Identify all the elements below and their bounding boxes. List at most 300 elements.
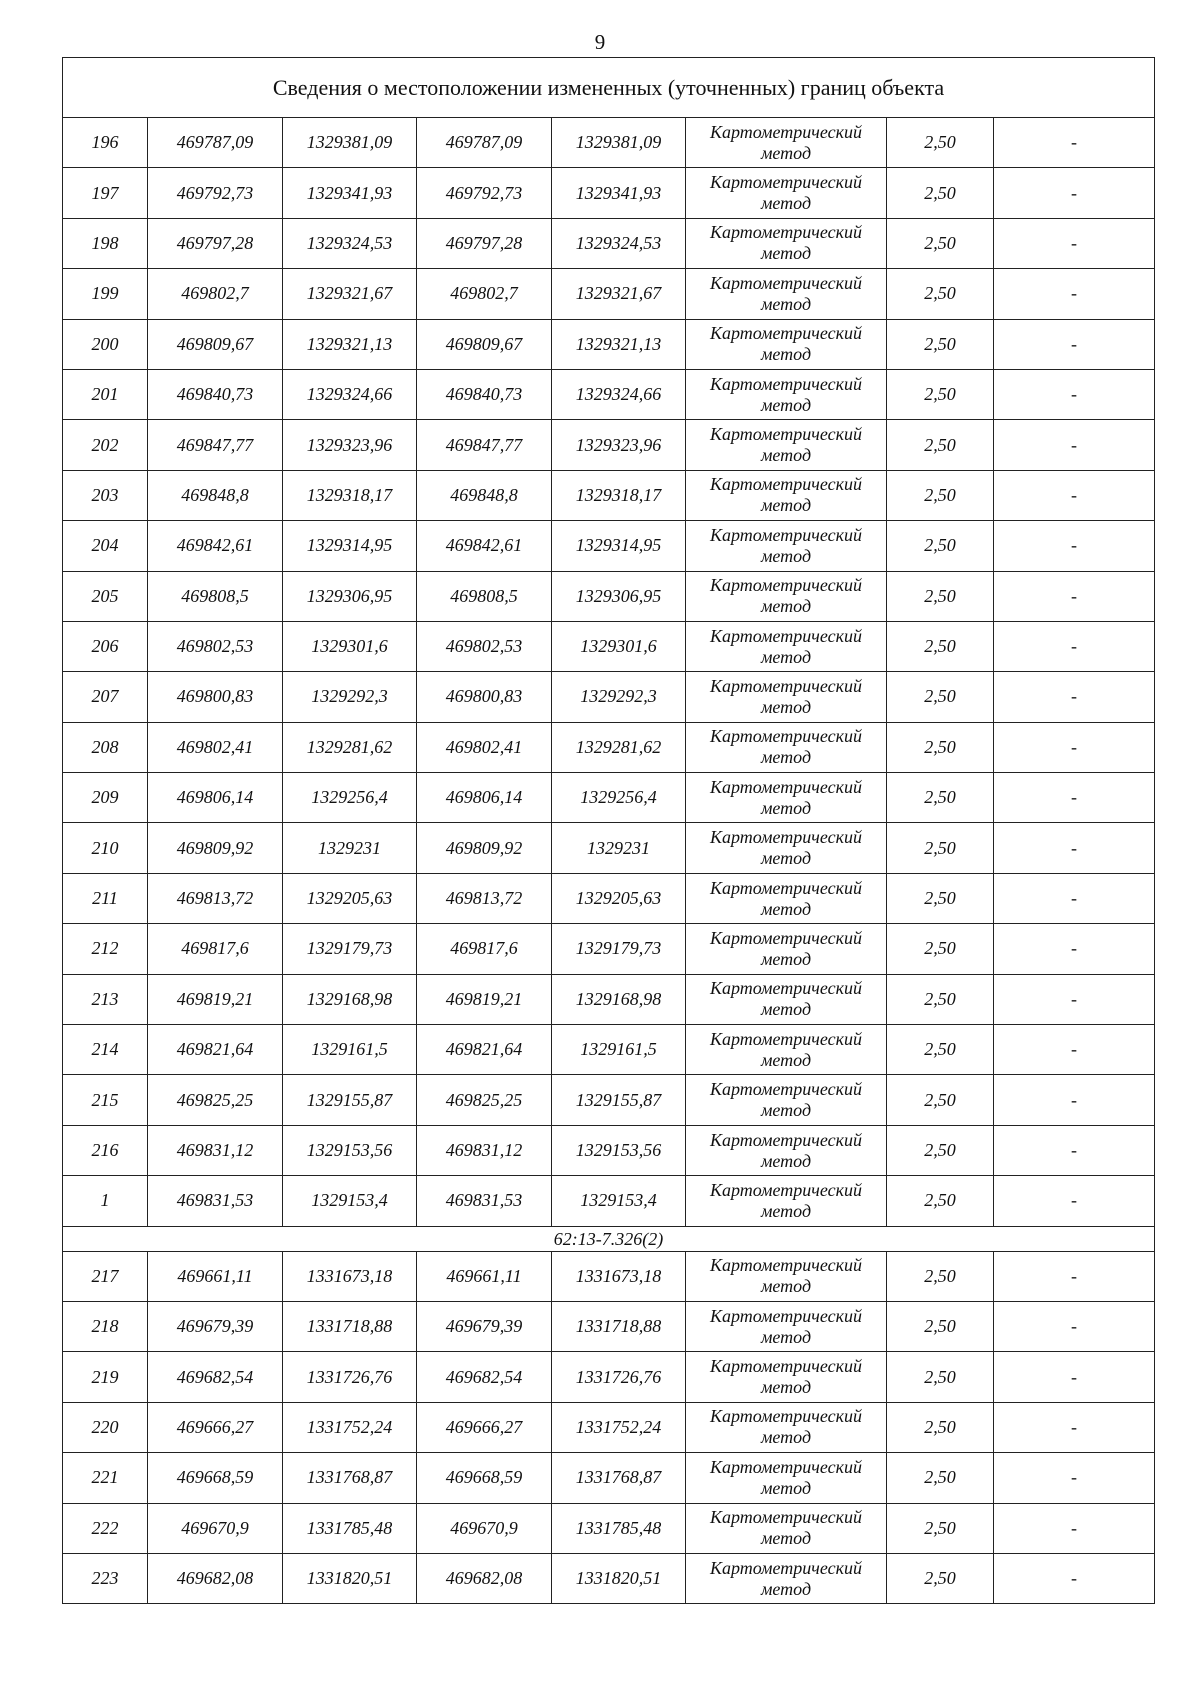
existing-y-cell: 1329168,98 — [283, 974, 417, 1024]
note-cell: - — [994, 1176, 1155, 1226]
method-line-2: метод — [760, 293, 812, 314]
method-line-2: метод — [760, 948, 812, 969]
method-line-1: Картометрический — [709, 1305, 862, 1326]
existing-y-cell: 1331726,76 — [283, 1352, 417, 1402]
existing-y-cell: 1331820,51 — [283, 1553, 417, 1603]
method-line-1: Картометрический — [709, 1356, 862, 1377]
method-line-2: метод — [760, 797, 812, 818]
point-number-cell: 211 — [63, 873, 148, 923]
new-x-cell: 469682,08 — [417, 1553, 552, 1603]
table-row — [63, 218, 1155, 268]
point-number-cell: 202 — [63, 420, 148, 470]
existing-y-cell: 1331718,88 — [283, 1301, 417, 1351]
method-cell — [686, 1503, 887, 1553]
method-line-2: метод — [760, 545, 812, 566]
page-number: 9 — [594, 30, 606, 54]
point-number-cell: 221 — [63, 1453, 148, 1503]
table-row — [63, 369, 1155, 419]
table-row — [63, 1352, 1155, 1402]
new-x-cell: 469848,8 — [417, 470, 552, 520]
existing-y-cell: 1329179,73 — [283, 924, 417, 974]
existing-y-cell: 1329318,17 — [283, 470, 417, 520]
point-number-cell: 220 — [63, 1402, 148, 1452]
existing-y-cell: 1329306,95 — [283, 571, 417, 621]
coordinates-table — [62, 57, 1155, 1604]
method-line-2: метод — [760, 1528, 812, 1549]
method-line-2: метод — [760, 1100, 812, 1121]
accuracy-cell: 2,50 — [887, 1075, 994, 1125]
table-row — [63, 470, 1155, 520]
existing-x-cell: 469666,27 — [148, 1402, 283, 1452]
note-cell: - — [994, 873, 1155, 923]
point-number-cell: 218 — [63, 1301, 148, 1351]
method-cell — [686, 873, 887, 923]
table-row — [63, 319, 1155, 369]
method-line-2: метод — [760, 1276, 812, 1297]
method-cell — [686, 823, 887, 873]
new-y-cell: 1331673,18 — [552, 1251, 686, 1301]
new-y-cell: 1329324,53 — [552, 218, 686, 268]
method-line-2: метод — [760, 1326, 812, 1347]
existing-x-cell: 469802,41 — [148, 722, 283, 772]
new-x-cell: 469666,27 — [417, 1402, 552, 1452]
new-y-cell: 1331726,76 — [552, 1352, 686, 1402]
point-number-cell: 223 — [63, 1553, 148, 1603]
accuracy-cell: 2,50 — [887, 1125, 994, 1175]
note-cell: - — [994, 621, 1155, 671]
accuracy-cell: 2,50 — [887, 1503, 994, 1553]
point-number-cell: 204 — [63, 521, 148, 571]
method-line-2: метод — [760, 848, 812, 869]
table-row — [63, 1176, 1155, 1226]
point-number-cell: 209 — [63, 773, 148, 823]
existing-x-cell: 469825,25 — [148, 1075, 283, 1125]
note-cell: - — [994, 773, 1155, 823]
accuracy-cell: 2,50 — [887, 823, 994, 873]
method-line-2: метод — [760, 495, 812, 516]
accuracy-cell: 2,50 — [887, 1025, 994, 1075]
existing-y-cell: 1329256,4 — [283, 773, 417, 823]
existing-y-cell: 1329341,93 — [283, 168, 417, 218]
table-body — [63, 58, 1155, 1604]
existing-y-cell: 1329381,09 — [283, 118, 417, 168]
existing-x-cell: 469670,9 — [148, 1503, 283, 1553]
table-row — [63, 974, 1155, 1024]
existing-x-cell: 469813,72 — [148, 873, 283, 923]
new-x-cell: 469831,12 — [417, 1125, 552, 1175]
method-line-1: Картометрический — [709, 1028, 862, 1049]
existing-x-cell: 469809,67 — [148, 319, 283, 369]
table-row — [63, 571, 1155, 621]
table-row — [63, 823, 1155, 873]
existing-y-cell: 1329321,13 — [283, 319, 417, 369]
new-x-cell: 469670,9 — [417, 1503, 552, 1553]
accuracy-cell: 2,50 — [887, 218, 994, 268]
table-row — [63, 420, 1155, 470]
note-cell: - — [994, 1125, 1155, 1175]
method-line-2: метод — [760, 1150, 812, 1171]
method-cell — [686, 722, 887, 772]
method-cell — [686, 369, 887, 419]
note-cell: - — [994, 168, 1155, 218]
method-line-1: Картометрический — [709, 323, 862, 344]
table-row — [63, 1125, 1155, 1175]
point-number-cell: 219 — [63, 1352, 148, 1402]
table-row — [63, 924, 1155, 974]
existing-y-cell: 1329153,56 — [283, 1125, 417, 1175]
method-line-1: Картометрический — [709, 1456, 862, 1477]
section-row — [63, 1226, 1155, 1251]
method-line-2: метод — [760, 596, 812, 617]
method-cell — [686, 974, 887, 1024]
new-y-cell: 1329323,96 — [552, 420, 686, 470]
note-cell: - — [994, 823, 1155, 873]
existing-x-cell: 469831,53 — [148, 1176, 283, 1226]
existing-y-cell: 1331752,24 — [283, 1402, 417, 1452]
new-x-cell: 469819,21 — [417, 974, 552, 1024]
new-x-cell: 469808,5 — [417, 571, 552, 621]
method-line-1: Картометрический — [709, 927, 862, 948]
new-y-cell: 1329179,73 — [552, 924, 686, 974]
note-cell: - — [994, 1025, 1155, 1075]
method-cell — [686, 521, 887, 571]
method-cell — [686, 1176, 887, 1226]
existing-x-cell: 469802,53 — [148, 621, 283, 671]
accuracy-cell: 2,50 — [887, 621, 994, 671]
note-cell: - — [994, 1251, 1155, 1301]
method-line-1: Картометрический — [709, 424, 862, 445]
new-x-cell: 469787,09 — [417, 118, 552, 168]
method-cell — [686, 420, 887, 470]
new-y-cell: 1329301,6 — [552, 621, 686, 671]
table-row — [63, 672, 1155, 722]
new-y-cell: 1331752,24 — [552, 1402, 686, 1452]
table-row — [63, 1402, 1155, 1452]
existing-x-cell: 469842,61 — [148, 521, 283, 571]
method-cell — [686, 1553, 887, 1603]
point-number-cell: 198 — [63, 218, 148, 268]
method-line-1: Картометрический — [709, 726, 862, 747]
new-y-cell: 1329256,4 — [552, 773, 686, 823]
method-line-1: Картометрический — [709, 272, 862, 293]
method-line-1: Картометрический — [709, 675, 862, 696]
note-cell: - — [994, 218, 1155, 268]
existing-y-cell: 1329314,95 — [283, 521, 417, 571]
accuracy-cell: 2,50 — [887, 319, 994, 369]
existing-x-cell: 469661,11 — [148, 1251, 283, 1301]
title-row — [63, 58, 1155, 118]
method-line-1: Картометрический — [709, 575, 862, 596]
existing-x-cell: 469809,92 — [148, 823, 283, 873]
accuracy-cell: 2,50 — [887, 118, 994, 168]
note-cell: - — [994, 672, 1155, 722]
accuracy-cell: 2,50 — [887, 1553, 994, 1603]
point-number-cell: 197 — [63, 168, 148, 218]
existing-x-cell: 469831,12 — [148, 1125, 283, 1175]
existing-x-cell: 469679,39 — [148, 1301, 283, 1351]
point-number-cell: 222 — [63, 1503, 148, 1553]
note-cell: - — [994, 1075, 1155, 1125]
existing-y-cell: 1329161,5 — [283, 1025, 417, 1075]
point-number-cell: 215 — [63, 1075, 148, 1125]
method-cell — [686, 470, 887, 520]
new-y-cell: 1331718,88 — [552, 1301, 686, 1351]
accuracy-cell: 2,50 — [887, 1352, 994, 1402]
method-line-1: Картометрический — [709, 625, 862, 646]
method-cell — [686, 1075, 887, 1125]
accuracy-cell: 2,50 — [887, 420, 994, 470]
new-y-cell: 1329318,17 — [552, 470, 686, 520]
new-x-cell: 469661,11 — [417, 1251, 552, 1301]
method-cell — [686, 1025, 887, 1075]
existing-y-cell: 1329231 — [283, 823, 417, 873]
method-line-1: Картометрический — [709, 524, 862, 545]
method-line-2: метод — [760, 142, 812, 163]
new-y-cell: 1329306,95 — [552, 571, 686, 621]
point-number-cell: 217 — [63, 1251, 148, 1301]
note-cell: - — [994, 1453, 1155, 1503]
point-number-cell: 208 — [63, 722, 148, 772]
new-y-cell: 1331768,87 — [552, 1453, 686, 1503]
table-row — [63, 1453, 1155, 1503]
new-y-cell: 1331820,51 — [552, 1553, 686, 1603]
existing-x-cell: 469787,09 — [148, 118, 283, 168]
new-x-cell: 469682,54 — [417, 1352, 552, 1402]
method-line-2: метод — [760, 1049, 812, 1070]
note-cell: - — [994, 1553, 1155, 1603]
new-y-cell: 1329205,63 — [552, 873, 686, 923]
method-cell — [686, 1301, 887, 1351]
accuracy-cell: 2,50 — [887, 924, 994, 974]
method-line-1: Картометрический — [709, 474, 862, 495]
accuracy-cell: 2,50 — [887, 722, 994, 772]
accuracy-cell: 2,50 — [887, 1176, 994, 1226]
note-cell: - — [994, 1352, 1155, 1402]
point-number-cell: 203 — [63, 470, 148, 520]
point-number-cell: 210 — [63, 823, 148, 873]
note-cell: - — [994, 118, 1155, 168]
new-x-cell: 469797,28 — [417, 218, 552, 268]
existing-y-cell: 1331673,18 — [283, 1251, 417, 1301]
method-line-1: Картометрический — [709, 978, 862, 999]
method-line-2: метод — [760, 646, 812, 667]
new-y-cell: 1329153,56 — [552, 1125, 686, 1175]
existing-y-cell: 1329323,96 — [283, 420, 417, 470]
point-number-cell: 196 — [63, 118, 148, 168]
existing-x-cell: 469819,21 — [148, 974, 283, 1024]
method-cell — [686, 1453, 887, 1503]
new-y-cell: 1329314,95 — [552, 521, 686, 571]
new-x-cell: 469831,53 — [417, 1176, 552, 1226]
new-x-cell: 469840,73 — [417, 369, 552, 419]
new-x-cell: 469800,83 — [417, 672, 552, 722]
point-number-cell: 206 — [63, 621, 148, 671]
accuracy-cell: 2,50 — [887, 168, 994, 218]
point-number-cell: 1 — [63, 1176, 148, 1226]
method-cell — [686, 621, 887, 671]
point-number-cell: 213 — [63, 974, 148, 1024]
table-row — [63, 1301, 1155, 1351]
method-line-1: Картометрический — [709, 373, 862, 394]
new-x-cell: 469792,73 — [417, 168, 552, 218]
existing-x-cell: 469792,73 — [148, 168, 283, 218]
new-x-cell: 469842,61 — [417, 521, 552, 571]
method-cell — [686, 672, 887, 722]
existing-y-cell: 1329292,3 — [283, 672, 417, 722]
note-cell: - — [994, 521, 1155, 571]
method-line-1: Картометрический — [709, 1557, 862, 1578]
existing-x-cell: 469840,73 — [148, 369, 283, 419]
new-x-cell: 469847,77 — [417, 420, 552, 470]
new-y-cell: 1329161,5 — [552, 1025, 686, 1075]
new-x-cell: 469813,72 — [417, 873, 552, 923]
method-line-2: метод — [760, 747, 812, 768]
method-line-1: Картометрический — [709, 1507, 862, 1528]
table-row — [63, 118, 1155, 168]
new-x-cell: 469802,53 — [417, 621, 552, 671]
method-line-2: метод — [760, 898, 812, 919]
method-line-2: метод — [760, 1477, 812, 1498]
existing-y-cell: 1329324,66 — [283, 369, 417, 419]
method-cell — [686, 218, 887, 268]
new-y-cell: 1329292,3 — [552, 672, 686, 722]
new-y-cell: 1329381,09 — [552, 118, 686, 168]
existing-y-cell: 1329155,87 — [283, 1075, 417, 1125]
accuracy-cell: 2,50 — [887, 873, 994, 923]
new-y-cell: 1329155,87 — [552, 1075, 686, 1125]
existing-x-cell: 469800,83 — [148, 672, 283, 722]
method-cell — [686, 319, 887, 369]
accuracy-cell: 2,50 — [887, 470, 994, 520]
note-cell: - — [994, 1503, 1155, 1553]
new-y-cell: 1329231 — [552, 823, 686, 873]
method-line-2: метод — [760, 243, 812, 264]
accuracy-cell: 2,50 — [887, 672, 994, 722]
method-line-2: метод — [760, 1427, 812, 1448]
table-row — [63, 1075, 1155, 1125]
method-cell — [686, 571, 887, 621]
note-cell: - — [994, 369, 1155, 419]
accuracy-cell: 2,50 — [887, 521, 994, 571]
method-line-1: Картометрический — [709, 1129, 862, 1150]
accuracy-cell: 2,50 — [887, 571, 994, 621]
accuracy-cell: 2,50 — [887, 974, 994, 1024]
existing-y-cell: 1331768,87 — [283, 1453, 417, 1503]
existing-x-cell: 469802,7 — [148, 269, 283, 319]
existing-y-cell: 1329324,53 — [283, 218, 417, 268]
method-line-1: Картометрический — [709, 1079, 862, 1100]
existing-x-cell: 469847,77 — [148, 420, 283, 470]
table-row — [63, 621, 1155, 671]
table-row — [63, 521, 1155, 571]
new-x-cell: 469668,59 — [417, 1453, 552, 1503]
table-row — [63, 1025, 1155, 1075]
new-x-cell: 469817,6 — [417, 924, 552, 974]
new-x-cell: 469825,25 — [417, 1075, 552, 1125]
method-line-1: Картометрический — [709, 1255, 862, 1276]
note-cell: - — [994, 1301, 1155, 1351]
note-cell: - — [994, 1402, 1155, 1452]
new-x-cell: 469821,64 — [417, 1025, 552, 1075]
table-title: Сведения о местоположении измененных (уточненных) границ объекта — [63, 58, 1155, 118]
point-number-cell: 214 — [63, 1025, 148, 1075]
existing-x-cell: 469848,8 — [148, 470, 283, 520]
table-row — [63, 269, 1155, 319]
new-y-cell: 1331785,48 — [552, 1503, 686, 1553]
method-cell — [686, 168, 887, 218]
table-row — [63, 168, 1155, 218]
note-cell: - — [994, 269, 1155, 319]
method-line-2: метод — [760, 696, 812, 717]
method-cell — [686, 269, 887, 319]
method-cell — [686, 773, 887, 823]
table-row — [63, 722, 1155, 772]
method-line-1: Картометрический — [709, 1179, 862, 1200]
existing-x-cell: 469806,14 — [148, 773, 283, 823]
accuracy-cell: 2,50 — [887, 1402, 994, 1452]
existing-x-cell: 469682,08 — [148, 1553, 283, 1603]
existing-x-cell: 469817,6 — [148, 924, 283, 974]
method-line-2: метод — [760, 394, 812, 415]
accuracy-cell: 2,50 — [887, 1453, 994, 1503]
accuracy-cell: 2,50 — [887, 1301, 994, 1351]
existing-y-cell: 1329301,6 — [283, 621, 417, 671]
note-cell: - — [994, 924, 1155, 974]
method-line-2: метод — [760, 999, 812, 1020]
new-x-cell: 469809,92 — [417, 823, 552, 873]
method-cell — [686, 1125, 887, 1175]
note-cell: - — [994, 974, 1155, 1024]
new-y-cell: 1329321,67 — [552, 269, 686, 319]
existing-y-cell: 1329153,4 — [283, 1176, 417, 1226]
existing-x-cell: 469682,54 — [148, 1352, 283, 1402]
existing-x-cell: 469668,59 — [148, 1453, 283, 1503]
method-line-1: Картометрический — [709, 827, 862, 848]
existing-x-cell: 469821,64 — [148, 1025, 283, 1075]
table-row — [63, 1553, 1155, 1603]
point-number-cell: 200 — [63, 319, 148, 369]
existing-y-cell: 1329281,62 — [283, 722, 417, 772]
method-cell — [686, 1251, 887, 1301]
point-number-cell: 201 — [63, 369, 148, 419]
existing-y-cell: 1331785,48 — [283, 1503, 417, 1553]
table-row — [63, 873, 1155, 923]
point-number-cell: 216 — [63, 1125, 148, 1175]
accuracy-cell: 2,50 — [887, 1251, 994, 1301]
method-line-1: Картометрический — [709, 222, 862, 243]
note-cell: - — [994, 571, 1155, 621]
table-row — [63, 1251, 1155, 1301]
note-cell: - — [994, 722, 1155, 772]
new-y-cell: 1329281,62 — [552, 722, 686, 772]
existing-x-cell: 469797,28 — [148, 218, 283, 268]
method-line-1: Картометрический — [709, 1406, 862, 1427]
accuracy-cell: 2,50 — [887, 369, 994, 419]
method-line-2: метод — [760, 445, 812, 466]
new-x-cell: 469679,39 — [417, 1301, 552, 1351]
note-cell: - — [994, 319, 1155, 369]
existing-y-cell: 1329321,67 — [283, 269, 417, 319]
point-number-cell: 207 — [63, 672, 148, 722]
point-number-cell: 205 — [63, 571, 148, 621]
accuracy-cell: 2,50 — [887, 269, 994, 319]
method-cell — [686, 118, 887, 168]
new-y-cell: 1329324,66 — [552, 369, 686, 419]
method-cell — [686, 1402, 887, 1452]
method-line-2: метод — [760, 1377, 812, 1398]
method-cell — [686, 1352, 887, 1402]
new-y-cell: 1329341,93 — [552, 168, 686, 218]
